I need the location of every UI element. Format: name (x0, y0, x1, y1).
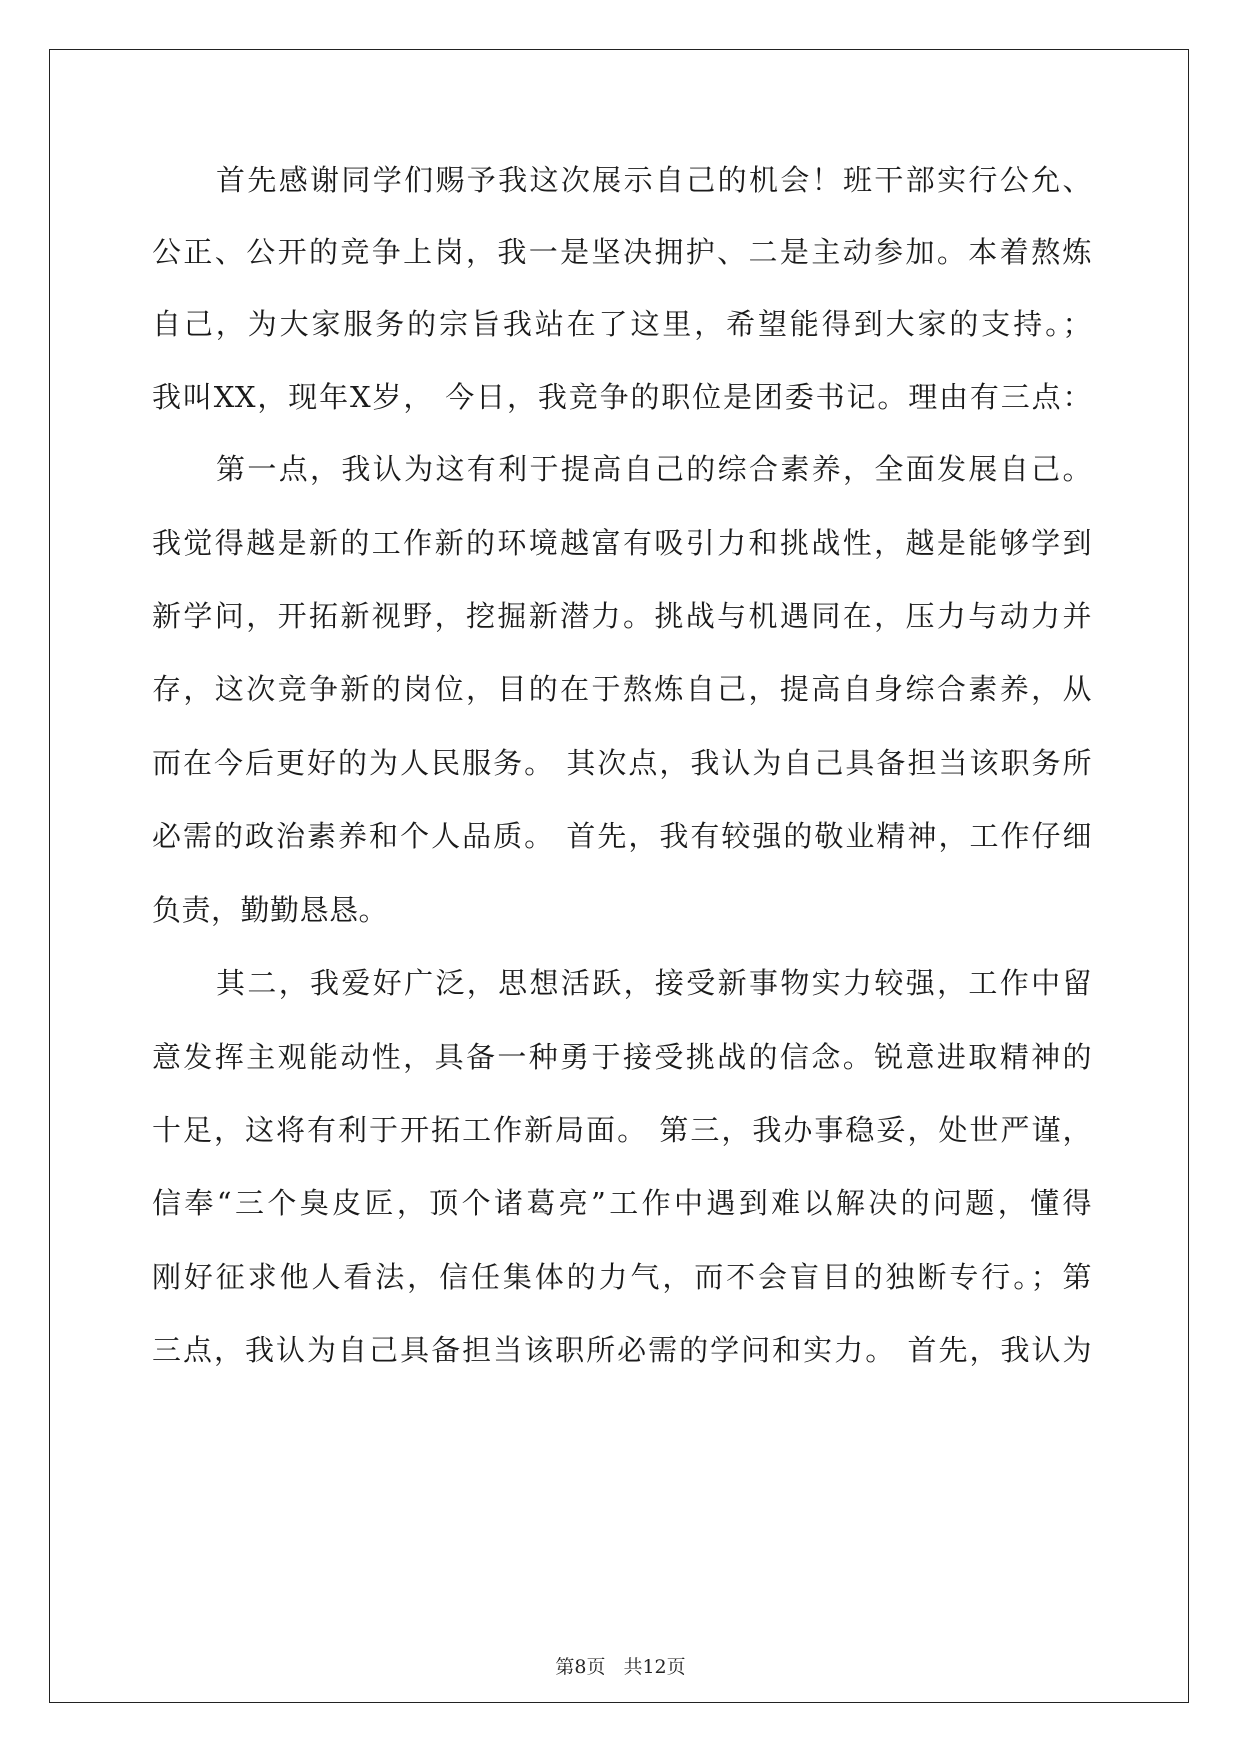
text-line: 我叫XX，现年X岁， 今日，我竞争的职位是团委书记。理由有三点： (152, 380, 1092, 414)
text-line: 三点，我认为自己具备担当该职所必需的学问和实力。 首先，我认为 (152, 1333, 1092, 1367)
text-line: 新学问，开拓新视野，挖掘新潜力。挑战与机遇同在，压力与动力并 (152, 599, 1092, 633)
page-border (49, 49, 1189, 1703)
text-line: 公正、公开的竞争上岗，我一是坚决拥护、二是主动参加。本着熬炼 (152, 235, 1092, 269)
text-line: 我觉得越是新的工作新的环境越富有吸引力和挑战性，越是能够学到 (152, 526, 1092, 560)
text-line: 其二，我爱好广泛，思想活跃，接受新事物实力较强，工作中留 (216, 966, 1092, 1000)
text-line: 负责，勤勤恳恳。 (152, 893, 389, 927)
text-line: 首先感谢同学们赐予我这次展示自己的机会！班干部实行公允、 (216, 163, 1092, 197)
total-page-count: 共12页 (623, 1656, 686, 1678)
text-line: 刚好征求他人看法，信任集体的力气，而不会盲目的独断专行。；第 (152, 1260, 1092, 1294)
page-footer (0, 1655, 1241, 1679)
text-line: 信奉“三个臭皮匠，顶个诸葛亮”工作中遇到难以解决的问题，懂得 (152, 1186, 1092, 1220)
text-line: 存，这次竞争新的岗位，目的在于熬炼自己，提高自身综合素养，从 (152, 672, 1092, 706)
text-line: 十足，这将有利于开拓工作新局面。 第三，我办事稳妥，处世严谨， (152, 1113, 1092, 1147)
text-line: 意发挥主观能动性，具备一种勇于接受挑战的信念。锐意进取精神的 (152, 1040, 1092, 1074)
text-line: 必需的政治素养和个人品质。 首先，我有较强的敬业精神，工作仔细 (152, 819, 1092, 853)
text-line: 第一点，我认为这有利于提高自己的综合素养，全面发展自己。 (216, 452, 1092, 486)
text-line: 自己，为大家服务的宗旨我站在了这里，希望能得到大家的支持。； (152, 307, 1092, 341)
current-page-number: 第8页 (555, 1656, 606, 1678)
text-line: 而在今后更好的为人民服务。 其次点，我认为自己具备担当该职务所 (152, 746, 1092, 780)
